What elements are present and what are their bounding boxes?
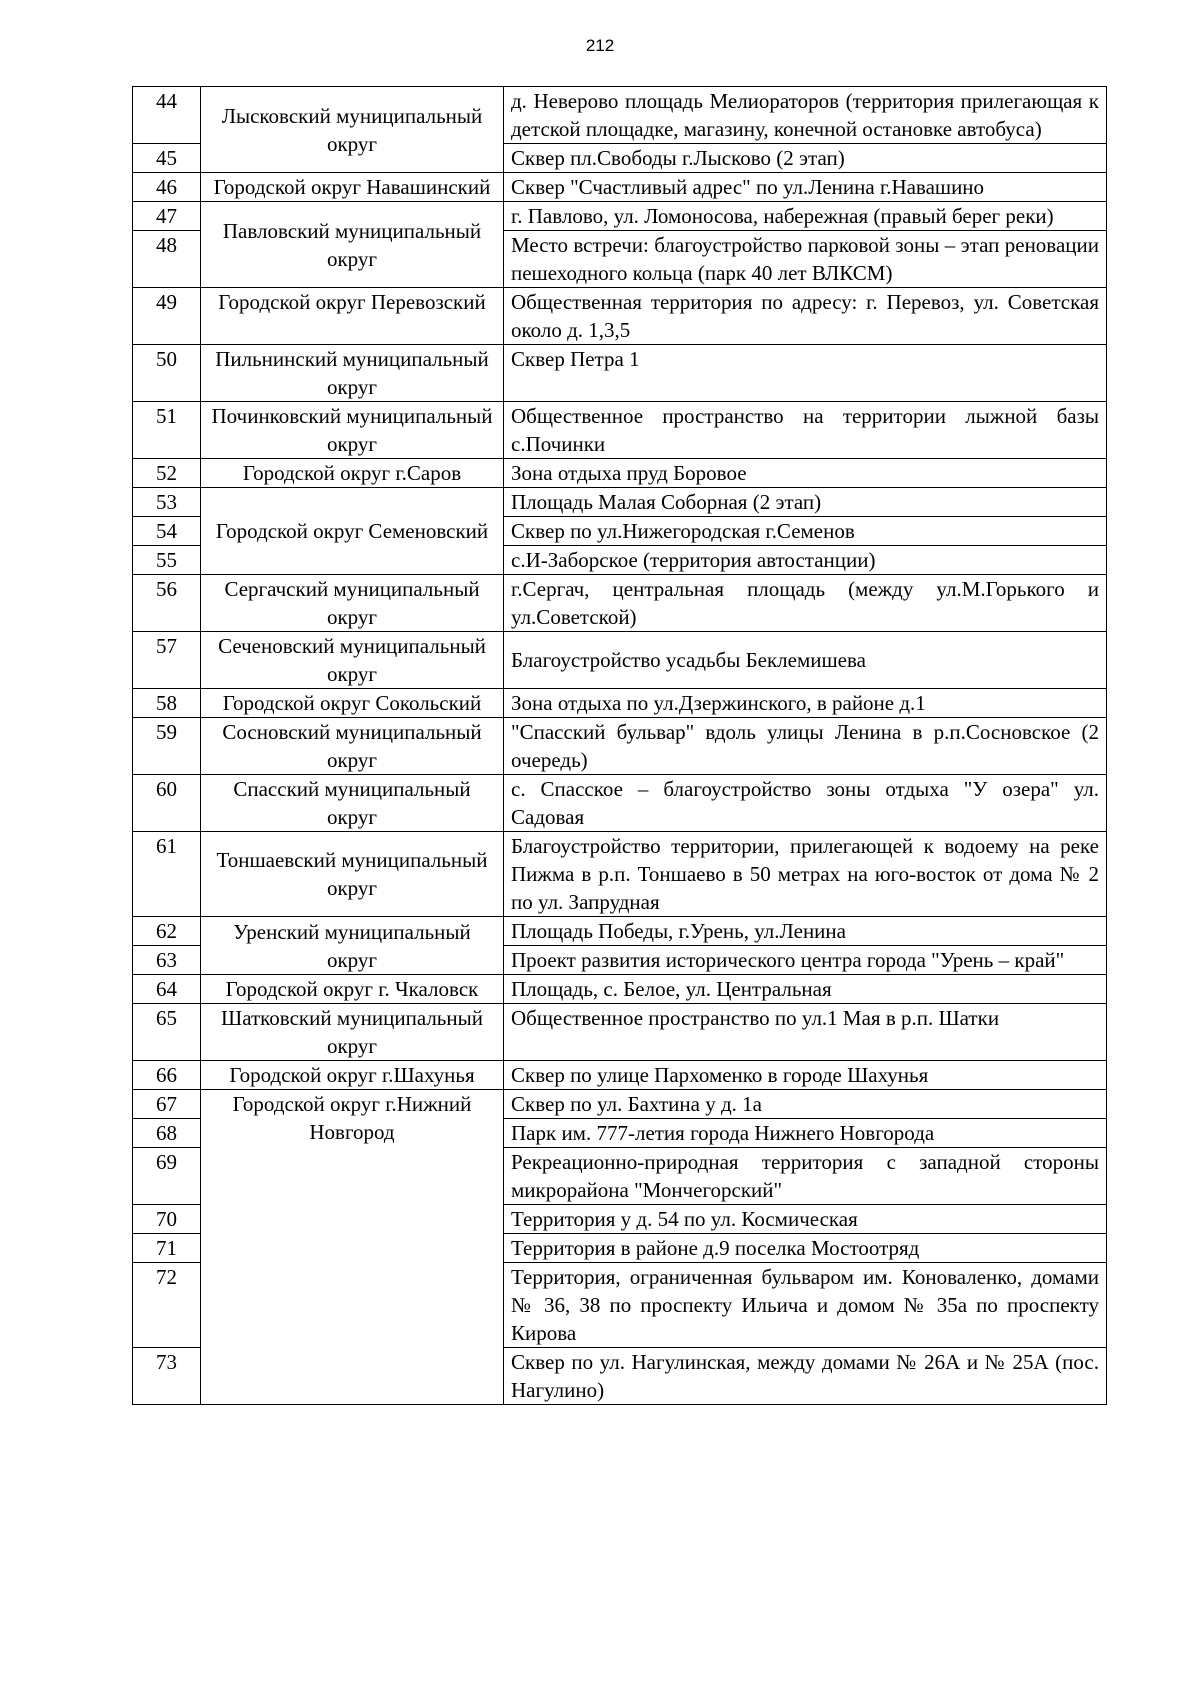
table-row (133, 1090, 1107, 1119)
object-cell: Общественная территория по адресу: г. Перевоз, ул. Советская около д. 1,3,5 (504, 288, 1107, 345)
object-cell: Зона отдыха по ул.Дзержинского, в районе д.1 (504, 689, 1107, 718)
row-number: 54 (133, 517, 201, 546)
table-row (133, 459, 1107, 488)
row-number: 65 (133, 1004, 201, 1061)
row-number: 66 (133, 1061, 201, 1090)
table-row (133, 288, 1107, 345)
object-cell: Площадь Малая Соборная (2 этап) (504, 488, 1107, 517)
row-number: 47 (133, 202, 201, 231)
row-number: 56 (133, 575, 201, 632)
row-number: 71 (133, 1234, 201, 1263)
row-number: 49 (133, 288, 201, 345)
object-cell: Место встречи: благоустройство парковой зоны – этап реновации пешеходного кольца (парк 40 лет ВЛКСМ) (504, 231, 1107, 288)
row-number: 45 (133, 144, 201, 173)
object-cell: Рекреационно-природная территория с западной стороны микрорайона "Мончегорский" (504, 1148, 1107, 1205)
object-cell: Сквер "Счастливый адрес" по ул.Ленина г.Навашино (504, 173, 1107, 202)
object-cell: Площадь, с. Белое, ул. Центральная (504, 975, 1107, 1004)
table-row (133, 1004, 1107, 1061)
public-spaces-table (132, 86, 1107, 1405)
table-row (133, 488, 1107, 517)
table-row (133, 718, 1107, 775)
table-row (133, 345, 1107, 402)
row-number: 69 (133, 1148, 201, 1205)
object-cell: г. Павлово, ул. Ломоносова, набережная (правый берег реки) (504, 202, 1107, 231)
district-cell: Городской округ г.Нижний Новгород (201, 1090, 504, 1405)
object-cell: с. Спасское – благоустройство зоны отдыха "У озера" ул. Садовая (504, 775, 1107, 832)
district-cell: Городской округ Сокольский (201, 689, 504, 718)
district-cell: Уренский муниципальный округ (201, 917, 504, 975)
object-cell: Сквер Петра 1 (504, 345, 1107, 402)
district-cell: Починковский муниципальный округ (201, 402, 504, 459)
object-cell: Площадь Победы, г.Урень, ул.Ленина (504, 917, 1107, 946)
row-number: 72 (133, 1263, 201, 1348)
object-cell: г.Сергач, центральная площадь (между ул.М.Горького и ул.Советской) (504, 575, 1107, 632)
row-number: 67 (133, 1090, 201, 1119)
object-cell: Сквер по ул. Нагулинская, между домами № 26А и № 25А (пос. Нагулино) (504, 1348, 1107, 1405)
table-row (133, 173, 1107, 202)
district-cell: Тоншаевский муниципальный округ (201, 832, 504, 917)
object-cell: Территория у д. 54 по ул. Космическая (504, 1205, 1107, 1234)
row-number: 70 (133, 1205, 201, 1234)
table-row (133, 575, 1107, 632)
district-cell: Городской округ г.Саров (201, 459, 504, 488)
row-number: 55 (133, 546, 201, 575)
row-number: 62 (133, 917, 201, 946)
row-number: 52 (133, 459, 201, 488)
district-cell: Городской округ Навашинский (201, 173, 504, 202)
row-number: 51 (133, 402, 201, 459)
district-cell: Спасский муниципальный округ (201, 775, 504, 832)
object-cell: Общественное пространство по ул.1 Мая в р.п. Шатки (504, 1004, 1107, 1061)
table-row (133, 832, 1107, 917)
district-cell: Павловский муниципальный округ (201, 202, 504, 288)
row-number: 64 (133, 975, 201, 1004)
object-cell: Проект развития исторического центра города "Урень – край" (504, 946, 1107, 975)
row-number: 46 (133, 173, 201, 202)
district-cell: Городской округ г. Чкаловск (201, 975, 504, 1004)
table-row (133, 917, 1107, 946)
row-number: 61 (133, 832, 201, 917)
district-cell: Сосновский муниципальный округ (201, 718, 504, 775)
table-row (133, 87, 1107, 144)
row-number: 60 (133, 775, 201, 832)
row-number: 68 (133, 1119, 201, 1148)
row-number: 53 (133, 488, 201, 517)
object-cell: "Спасский бульвар" вдоль улицы Ленина в р.п.Сосновское (2 очередь) (504, 718, 1107, 775)
row-number: 59 (133, 718, 201, 775)
table-row (133, 402, 1107, 459)
district-cell: Городской округ Семеновский (201, 488, 504, 575)
object-cell: Сквер по улице Пархоменко в городе Шахунья (504, 1061, 1107, 1090)
table-row (133, 632, 1107, 689)
object-cell: Благоустройство территории, прилегающей к водоему на реке Пижма в р.п. Тоншаево в 50 метрах на юго-восток от дома № 2 по ул. Запрудная (504, 832, 1107, 917)
object-cell: Территория в районе д.9 поселка Мостоотряд (504, 1234, 1107, 1263)
row-number: 48 (133, 231, 201, 288)
table-row (133, 775, 1107, 832)
object-cell: Парк им. 777-летия города Нижнего Новгорода (504, 1119, 1107, 1148)
table-row (133, 975, 1107, 1004)
table-row (133, 202, 1107, 231)
row-number: 50 (133, 345, 201, 402)
object-cell: Благоустройство усадьбы Беклемишева (504, 632, 1107, 689)
row-number: 63 (133, 946, 201, 975)
district-cell: Шатковский муниципальный округ (201, 1004, 504, 1061)
district-cell: Городской округ г.Шахунья (201, 1061, 504, 1090)
object-cell: с.И-Заборское (территория автостанции) (504, 546, 1107, 575)
table-row (133, 1061, 1107, 1090)
district-cell: Сергачский муниципальный округ (201, 575, 504, 632)
object-cell: Территория, ограниченная бульваром им. Коноваленко, домами № 36, 38 по проспекту Ильича и домом № 35а по проспекту Кирова (504, 1263, 1107, 1348)
row-number: 57 (133, 632, 201, 689)
page-number: 212 (585, 36, 615, 55)
district-cell: Лысковский муниципальный округ (201, 87, 504, 173)
row-number: 58 (133, 689, 201, 718)
district-cell: Городской округ Перевозский (201, 288, 504, 345)
object-cell: Общественное пространство на территории лыжной базы с.Починки (504, 402, 1107, 459)
object-cell: Сквер по ул. Бахтина у д. 1а (504, 1090, 1107, 1119)
row-number: 73 (133, 1348, 201, 1405)
table-row (133, 689, 1107, 718)
object-cell: д. Неверово площадь Мелиораторов (территория прилегающая к детской площадке, магазину, конечной остановке автобуса) (504, 87, 1107, 144)
object-cell: Сквер пл.Свободы г.Лысково (2 этап) (504, 144, 1107, 173)
district-cell: Пильнинский муниципальный округ (201, 345, 504, 402)
row-number: 44 (133, 87, 201, 144)
district-cell: Сеченовский муниципальный округ (201, 632, 504, 689)
object-cell: Сквер по ул.Нижегородская г.Семенов (504, 517, 1107, 546)
object-cell: Зона отдыха пруд Боровое (504, 459, 1107, 488)
